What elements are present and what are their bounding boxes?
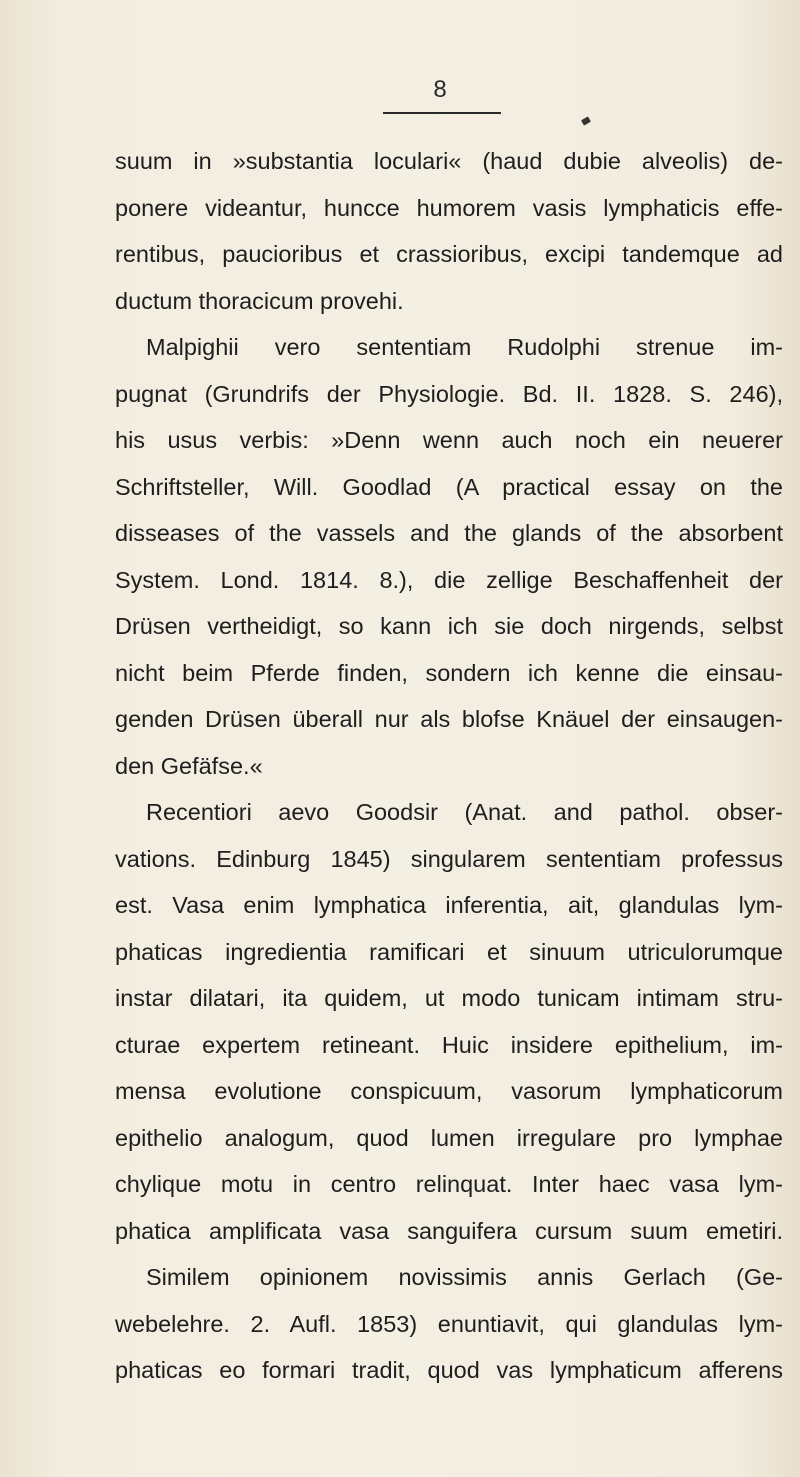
text-line: genden Drüsen überall nur als blofse Knäuel der einsaugen- [115,706,783,732]
text-line: Recentiori aevo Goodsir (Anat. and pathol. obser- [146,799,783,825]
text-line: phaticas eo formari tradit, quod vas lymphaticum afferens [115,1357,783,1383]
text-line: rentibus, paucioribus et crassioribus, excipi tandemque ad [115,241,783,267]
text-line: epithelio analogum, quod lumen irregulare pro lymphae [115,1124,783,1151]
text-line: ductum thoracicum provehi. [115,287,404,314]
text-line: phatica amplificata vasa sanguifera cursum suum emetiri. [115,1217,783,1244]
text-line: webelehre. 2. Aufl. 1853) enuntiavit, qui glandulas lym- [115,1310,783,1337]
text-line: mensa evolutione conspicuum, vasorum lymphaticorum [115,1078,783,1104]
text-line: disseases of the vassels and the glands of the absorbent [115,520,783,546]
text-line: suum in »substantia loculari« (haud dubie alveolis) de- [115,148,783,174]
page-number: 8 [433,76,447,103]
text-line: pugnat (Grundrifs der Physiologie. Bd. II. 1828. S. 246), [115,380,783,407]
text-line: Malpighii vero sententiam Rudolphi strenue im- [146,334,783,360]
text-line: Drüsen vertheidigt, so kann ich sie doch nirgends, selbst [115,613,783,639]
text-line: ponere videantur, huncce humorem vasis lymphaticis effe- [115,194,783,221]
text-line: nicht beim Pferde finden, sondern ich kenne die einsau- [115,659,783,686]
text-line: System. Lond. 1814. 8.), die zellige Beschaffenheit der [115,566,783,593]
text-line: phaticas ingredientia ramificari et sinuum utriculorumque [115,938,783,965]
text-line: his usus verbis: »Denn wenn auch noch ein neuerer [115,427,783,453]
text-line: den Gefäfse.« [115,752,263,779]
header-rule [383,112,501,114]
text-line: instar dilatari, ita quidem, ut modo tunicam intimam stru- [115,985,783,1011]
ink-mark [581,116,591,125]
body-text [115,138,783,1394]
text-line: chylique motu in centro relinquat. Inter haec vasa lym- [115,1171,783,1197]
text-line: cturae expertem retineant. Huic insidere epithelium, im- [115,1031,783,1058]
text-line: vations. Edinburg 1845) singularem sententiam professus [115,845,783,872]
text-line: Schriftsteller, Will. Goodlad (A practical essay on the [115,473,783,500]
text-line: Similem opinionem novissimis annis Gerlach (Ge- [146,1264,783,1290]
text-line: est. Vasa enim lymphatica inferentia, ait, glandulas lym- [115,892,783,918]
